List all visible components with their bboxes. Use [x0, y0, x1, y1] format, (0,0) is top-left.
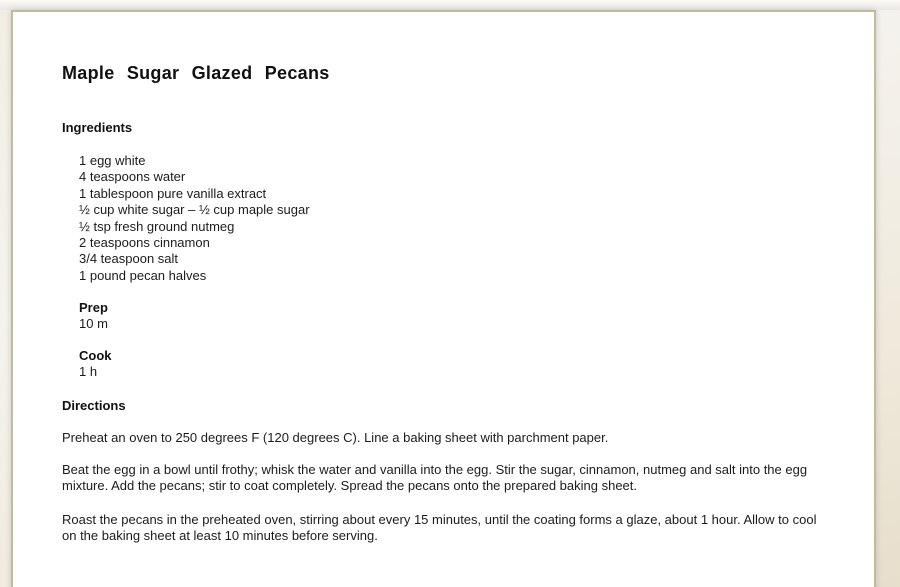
recipe-content — [13, 12, 874, 544]
prep-time-block — [79, 300, 834, 332]
ingredient-item: 1 egg white — [79, 153, 146, 168]
ingredient-list — [79, 153, 834, 284]
direction-paragraph: Roast the pecans in the preheated oven, stirring about every 15 minutes, until the coating forms a glaze, about 1 hour. Allow to cool on the baking sheet at least 10 minutes before serving. — [62, 512, 817, 544]
recipe-page — [11, 10, 876, 587]
ingredient-item: 2 teaspoons cinnamon — [79, 235, 210, 251]
cook-heading: Cook — [79, 348, 112, 364]
prep-heading: Prep — [79, 300, 108, 316]
ingredient-item: ½ cup white sugar – ½ cup maple sugar — [79, 202, 310, 218]
recipe-title: Maple Sugar Glazed Pecans — [62, 63, 330, 83]
cook-value: 1 h — [79, 364, 98, 380]
prep-value: 10 m — [79, 316, 108, 332]
ingredient-item: 4 teaspoons water — [79, 169, 186, 185]
direction-paragraph: Preheat an oven to 250 degrees F (120 degrees C). Line a baking sheet with parchment paper. — [62, 430, 609, 446]
ingredient-item: ½ tsp fresh ground nutmeg — [79, 218, 235, 234]
ingredient-item: 3/4 teaspoon salt — [79, 251, 179, 267]
direction-paragraph: Beat the egg in a bowl until frothy; whisk the water and vanilla into the egg. Stir the sugar, cinnamon, nutmeg and salt into the egg mixture. Add the pecans; stir to coat completely. Spread the pecans onto the prepared baking sheet. — [62, 462, 808, 494]
backdrop-top-sheen — [0, 0, 900, 10]
ingredient-item: 1 tablespoon pure vanilla extract — [79, 185, 267, 201]
cook-time-block — [79, 348, 834, 380]
ingredient-item: 1 pound pecan halves — [79, 267, 207, 283]
directions-heading: Directions — [62, 398, 126, 414]
ingredients-heading: Ingredients — [62, 120, 133, 135]
